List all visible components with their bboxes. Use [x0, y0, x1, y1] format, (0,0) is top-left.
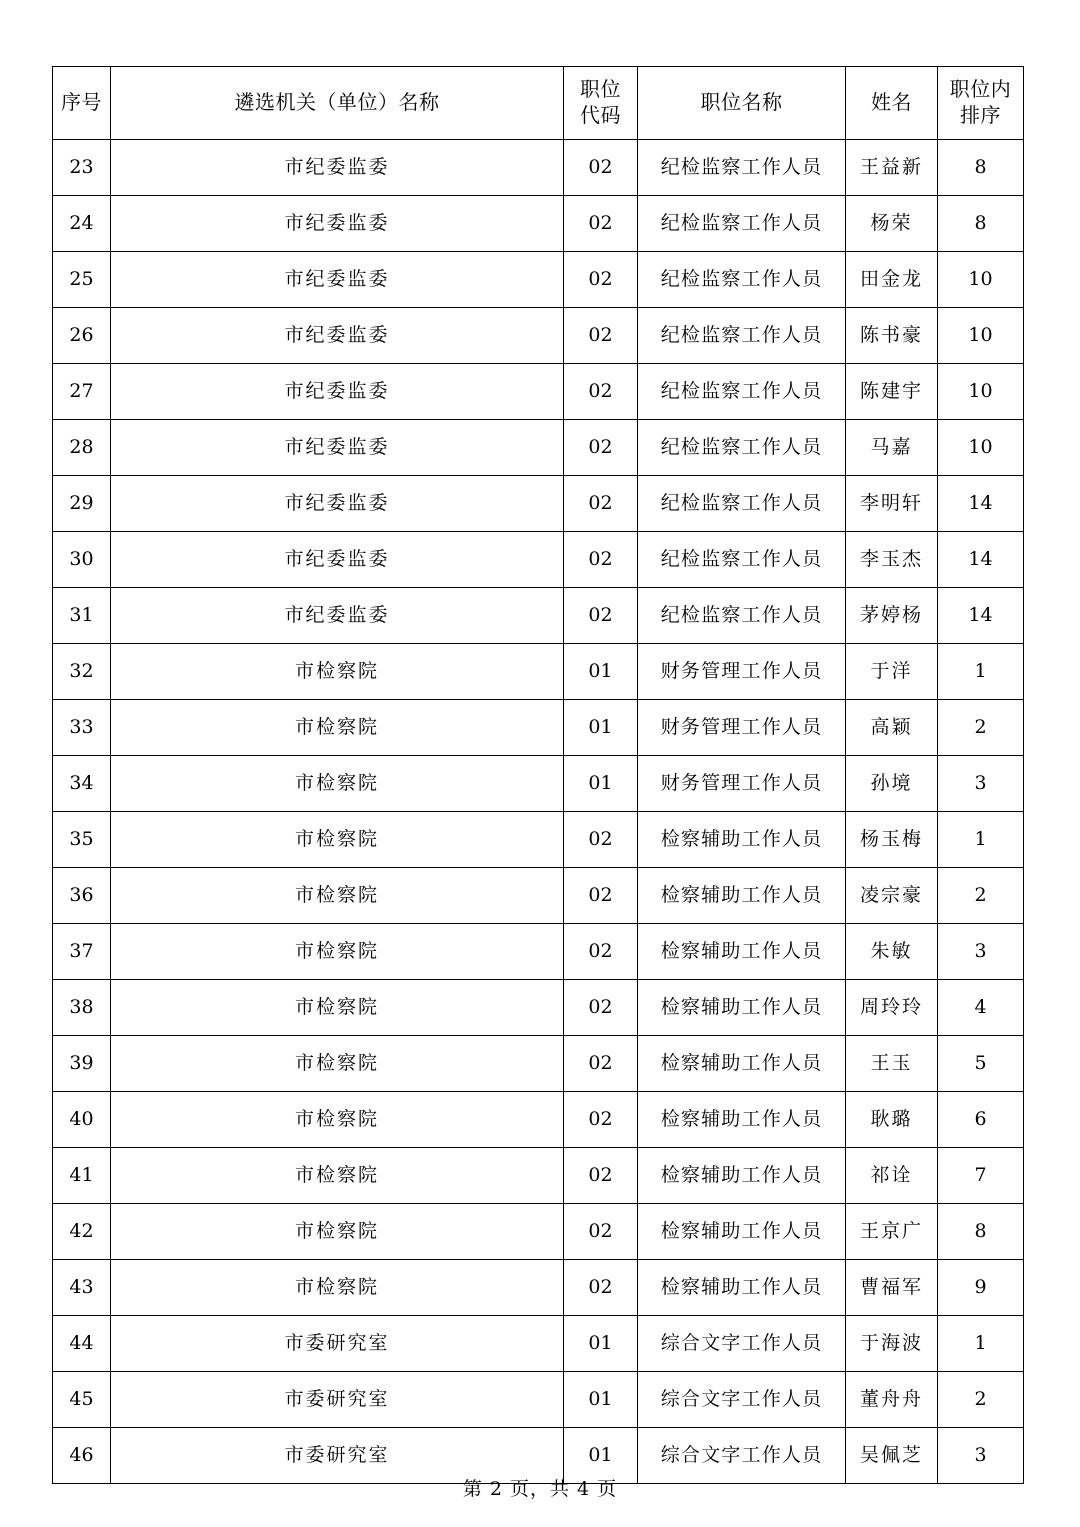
cell-organization: 市纪委监委	[111, 140, 564, 196]
cell-position-rank: 14	[938, 588, 1024, 644]
cell-sequence: 37	[53, 924, 111, 980]
cell-name: 孙境	[846, 756, 938, 812]
cell-position-rank: 4	[938, 980, 1024, 1036]
table-row	[53, 140, 1024, 196]
cell-sequence: 38	[53, 980, 111, 1036]
cell-position-rank: 3	[938, 924, 1024, 980]
cell-position-code: 02	[564, 1036, 638, 1092]
cell-position-title: 检察辅助工作人员	[638, 868, 846, 924]
cell-sequence: 32	[53, 644, 111, 700]
cell-position-code: 02	[564, 532, 638, 588]
cell-position-title: 综合文字工作人员	[638, 1428, 846, 1484]
cell-sequence: 24	[53, 196, 111, 252]
cell-position-title: 纪检监察工作人员	[638, 476, 846, 532]
cell-position-code: 01	[564, 1316, 638, 1372]
cell-position-rank: 10	[938, 364, 1024, 420]
table-row	[53, 980, 1024, 1036]
cell-organization: 市检察院	[111, 1204, 564, 1260]
cell-name: 杨荣	[846, 196, 938, 252]
cell-position-rank: 14	[938, 532, 1024, 588]
roster-table-container	[52, 66, 1023, 1484]
cell-name: 周玲玲	[846, 980, 938, 1036]
cell-organization: 市检察院	[111, 756, 564, 812]
cell-position-code: 02	[564, 308, 638, 364]
cell-sequence: 23	[53, 140, 111, 196]
cell-organization: 市检察院	[111, 1260, 564, 1316]
cell-position-title: 财务管理工作人员	[638, 644, 846, 700]
cell-position-code: 02	[564, 588, 638, 644]
table-row	[53, 196, 1024, 252]
cell-sequence: 41	[53, 1148, 111, 1204]
cell-sequence: 35	[53, 812, 111, 868]
cell-sequence: 39	[53, 1036, 111, 1092]
cell-position-code: 02	[564, 476, 638, 532]
cell-name: 王玉	[846, 1036, 938, 1092]
table-row	[53, 1316, 1024, 1372]
cell-position-title: 财务管理工作人员	[638, 700, 846, 756]
table-row	[53, 1260, 1024, 1316]
cell-name: 王益新	[846, 140, 938, 196]
cell-name: 于海波	[846, 1316, 938, 1372]
cell-name: 马嘉	[846, 420, 938, 476]
cell-position-title: 纪检监察工作人员	[638, 588, 846, 644]
cell-name: 茅婷杨	[846, 588, 938, 644]
table-row	[53, 476, 1024, 532]
cell-position-title: 检察辅助工作人员	[638, 980, 846, 1036]
roster-table	[52, 66, 1024, 1484]
cell-position-rank: 2	[938, 1372, 1024, 1428]
cell-organization: 市委研究室	[111, 1428, 564, 1484]
cell-name: 曹福军	[846, 1260, 938, 1316]
cell-name: 李玉杰	[846, 532, 938, 588]
table-body	[53, 140, 1024, 1484]
column-header-position-code	[564, 67, 638, 140]
cell-organization: 市委研究室	[111, 1316, 564, 1372]
cell-name: 凌宗豪	[846, 868, 938, 924]
cell-sequence: 25	[53, 252, 111, 308]
cell-sequence: 31	[53, 588, 111, 644]
cell-position-rank: 2	[938, 868, 1024, 924]
cell-sequence: 42	[53, 1204, 111, 1260]
cell-position-title: 纪检监察工作人员	[638, 308, 846, 364]
cell-position-rank: 3	[938, 1428, 1024, 1484]
cell-name: 杨玉梅	[846, 812, 938, 868]
table-row	[53, 1148, 1024, 1204]
table-header	[53, 67, 1024, 140]
cell-sequence: 34	[53, 756, 111, 812]
cell-position-title: 综合文字工作人员	[638, 1316, 846, 1372]
cell-position-title: 检察辅助工作人员	[638, 1148, 846, 1204]
cell-name: 田金龙	[846, 252, 938, 308]
table-row	[53, 420, 1024, 476]
cell-position-code: 02	[564, 1092, 638, 1148]
table-row	[53, 644, 1024, 700]
cell-organization: 市纪委监委	[111, 588, 564, 644]
cell-position-rank: 7	[938, 1148, 1024, 1204]
cell-name: 王京广	[846, 1204, 938, 1260]
cell-organization: 市检察院	[111, 1036, 564, 1092]
cell-sequence: 44	[53, 1316, 111, 1372]
cell-position-code: 02	[564, 868, 638, 924]
cell-name: 李明轩	[846, 476, 938, 532]
column-header-position-title: 职位名称	[638, 67, 846, 140]
cell-organization: 市检察院	[111, 644, 564, 700]
cell-position-title: 检察辅助工作人员	[638, 1092, 846, 1148]
cell-position-title: 检察辅助工作人员	[638, 1036, 846, 1092]
cell-position-code: 02	[564, 1148, 638, 1204]
header-row	[53, 67, 1024, 140]
table-row	[53, 812, 1024, 868]
cell-position-title: 纪检监察工作人员	[638, 532, 846, 588]
cell-position-title: 检察辅助工作人员	[638, 812, 846, 868]
cell-position-code: 02	[564, 420, 638, 476]
cell-sequence: 36	[53, 868, 111, 924]
cell-sequence: 33	[53, 700, 111, 756]
cell-sequence: 40	[53, 1092, 111, 1148]
cell-name: 朱敏	[846, 924, 938, 980]
cell-position-title: 综合文字工作人员	[638, 1372, 846, 1428]
cell-organization: 市检察院	[111, 700, 564, 756]
table-row	[53, 252, 1024, 308]
cell-position-title: 检察辅助工作人员	[638, 924, 846, 980]
cell-position-rank: 5	[938, 1036, 1024, 1092]
cell-position-title: 纪检监察工作人员	[638, 140, 846, 196]
cell-position-code: 01	[564, 700, 638, 756]
cell-name: 高颖	[846, 700, 938, 756]
cell-organization: 市纪委监委	[111, 196, 564, 252]
cell-position-rank: 8	[938, 1204, 1024, 1260]
cell-sequence: 26	[53, 308, 111, 364]
cell-position-title: 检察辅助工作人员	[638, 1204, 846, 1260]
column-header-name: 姓名	[846, 67, 938, 140]
cell-position-title: 纪检监察工作人员	[638, 364, 846, 420]
cell-sequence: 30	[53, 532, 111, 588]
cell-position-title: 纪检监察工作人员	[638, 196, 846, 252]
cell-position-code: 02	[564, 924, 638, 980]
cell-position-rank: 10	[938, 252, 1024, 308]
table-row	[53, 588, 1024, 644]
cell-position-rank: 1	[938, 1316, 1024, 1372]
cell-sequence: 29	[53, 476, 111, 532]
column-header-position-rank-line2: 排序	[960, 103, 1001, 127]
cell-position-rank: 2	[938, 700, 1024, 756]
cell-position-code: 01	[564, 756, 638, 812]
column-header-organization: 遴选机关（单位）名称	[111, 67, 564, 140]
cell-position-rank: 1	[938, 644, 1024, 700]
cell-position-code: 01	[564, 644, 638, 700]
cell-position-title: 纪检监察工作人员	[638, 252, 846, 308]
column-header-position-code-line2: 代码	[580, 103, 621, 127]
cell-name: 董舟舟	[846, 1372, 938, 1428]
cell-position-rank: 6	[938, 1092, 1024, 1148]
cell-position-title: 检察辅助工作人员	[638, 1260, 846, 1316]
cell-name: 陈书豪	[846, 308, 938, 364]
table-row	[53, 308, 1024, 364]
cell-position-rank: 10	[938, 420, 1024, 476]
cell-position-code: 01	[564, 1372, 638, 1428]
cell-sequence: 27	[53, 364, 111, 420]
cell-organization: 市纪委监委	[111, 308, 564, 364]
column-header-sequence: 序号	[53, 67, 111, 140]
cell-position-code: 02	[564, 980, 638, 1036]
cell-position-title: 纪检监察工作人员	[638, 420, 846, 476]
cell-position-rank: 9	[938, 1260, 1024, 1316]
cell-sequence: 46	[53, 1428, 111, 1484]
cell-name: 吴佩芝	[846, 1428, 938, 1484]
cell-name: 耿璐	[846, 1092, 938, 1148]
cell-sequence: 43	[53, 1260, 111, 1316]
cell-position-rank: 14	[938, 476, 1024, 532]
cell-organization: 市纪委监委	[111, 476, 564, 532]
cell-position-rank: 10	[938, 308, 1024, 364]
cell-name: 祁诠	[846, 1148, 938, 1204]
cell-organization: 市纪委监委	[111, 420, 564, 476]
cell-position-rank: 8	[938, 140, 1024, 196]
page-footer: 第 2 页，共 4 页	[462, 1478, 618, 1500]
table-row	[53, 868, 1024, 924]
cell-organization: 市纪委监委	[111, 252, 564, 308]
cell-organization: 市检察院	[111, 868, 564, 924]
table-row	[53, 700, 1024, 756]
column-header-position-rank	[938, 67, 1024, 140]
table-row	[53, 1092, 1024, 1148]
table-row	[53, 1204, 1024, 1260]
cell-organization: 市检察院	[111, 812, 564, 868]
cell-organization: 市检察院	[111, 1092, 564, 1148]
column-header-position-code-line1: 职位	[580, 77, 621, 102]
cell-position-code: 02	[564, 196, 638, 252]
cell-sequence: 28	[53, 420, 111, 476]
cell-sequence: 45	[53, 1372, 111, 1428]
cell-organization: 市检察院	[111, 1148, 564, 1204]
cell-name: 陈建宇	[846, 364, 938, 420]
cell-position-rank: 1	[938, 812, 1024, 868]
cell-position-code: 01	[564, 1428, 638, 1484]
cell-organization: 市检察院	[111, 924, 564, 980]
cell-organization: 市纪委监委	[111, 532, 564, 588]
cell-position-code: 02	[564, 1260, 638, 1316]
table-row	[53, 756, 1024, 812]
cell-organization: 市纪委监委	[111, 364, 564, 420]
cell-position-code: 02	[564, 364, 638, 420]
table-row	[53, 532, 1024, 588]
cell-organization: 市检察院	[111, 980, 564, 1036]
table-row	[53, 924, 1024, 980]
cell-organization: 市委研究室	[111, 1372, 564, 1428]
table-row	[53, 364, 1024, 420]
cell-position-rank: 8	[938, 196, 1024, 252]
cell-position-code: 02	[564, 812, 638, 868]
cell-position-rank: 3	[938, 756, 1024, 812]
cell-position-code: 02	[564, 140, 638, 196]
cell-position-code: 02	[564, 252, 638, 308]
table-row	[53, 1372, 1024, 1428]
cell-position-title: 财务管理工作人员	[638, 756, 846, 812]
table-row	[53, 1036, 1024, 1092]
column-header-position-rank-line1: 职位内	[949, 77, 1012, 102]
cell-name: 于洋	[846, 644, 938, 700]
cell-position-code: 02	[564, 1204, 638, 1260]
